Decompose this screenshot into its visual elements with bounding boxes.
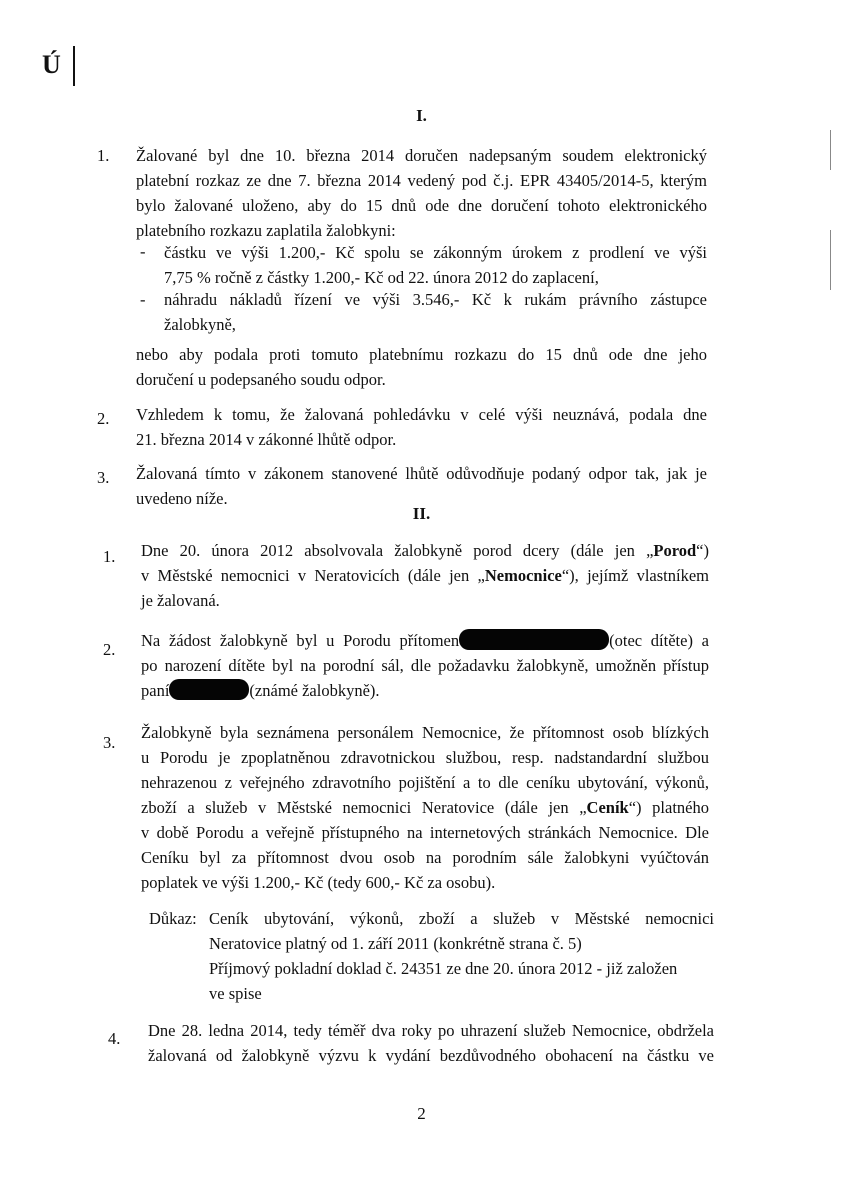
bullet-dash: - — [140, 242, 146, 261]
text-line: 7,75 % ročně z částky 1.200,- Kč od 22. února 2012 do zaplacení, — [164, 268, 599, 287]
margin-stamp: Ú — [42, 50, 61, 79]
paragraph-ii-3 — [141, 720, 709, 895]
paragraph-i-1-tail — [136, 342, 707, 392]
text-line: částku ve výši 1.200,- Kč spolu se zákonným úrokem z prodlení ve výši — [164, 243, 707, 262]
section-heading-ii: II. — [412, 504, 431, 523]
evidence-list — [209, 906, 714, 1006]
bullet-item — [164, 240, 707, 290]
text-line: náhradu nákladů řízení ve výši 3.546,- Kč k rukám právního zástupce — [164, 290, 707, 309]
text-line: v Městské nemocnici v Neratovicích (dále jen „Nemocnice“), jejímž vlastníkem — [141, 566, 709, 585]
text-line: po narození dítěte byl na porodní sál, dle požadavku žalobkyně, umožněn přístup — [141, 656, 709, 675]
text-line: Příjmový pokladní doklad č. 24351 ze dne 20. února 2012 - již založen — [209, 959, 678, 978]
item-number: 1. — [97, 146, 110, 165]
text-line: je žalovaná. — [141, 591, 220, 610]
bullet-dash: - — [140, 290, 146, 309]
text-line: platební rozkaz ze dne 7. března 2014 vedený pod č.j. EPR 43405/2014-5, kterým — [136, 171, 707, 190]
item-number: 2. — [103, 640, 116, 659]
text-line: Neratovice platný od 1. září 2011 (konkrétně strana č. 5) — [209, 934, 582, 953]
item-number: 3. — [103, 733, 116, 752]
item-number: 3. — [97, 468, 110, 487]
text-line: Žalobkyně byla seznámena personálem Nemocnice, že přítomnost osob blízkých — [141, 723, 709, 742]
text-line: poplatek ve výši 1.200,- Kč (tedy 600,- Kč za osobu). — [141, 873, 496, 892]
text-line: Vzhledem k tomu, že žalovaná pohledávku v celé výši neuznává, podala dne — [136, 405, 707, 424]
redaction-bar — [169, 679, 249, 700]
text-line: zboží a služeb v Městské nemocnici Neratovice (dále jen „Ceník“) platného — [141, 798, 709, 817]
item-number: 4. — [108, 1029, 121, 1048]
text-line: Žalované byl dne 10. března 2014 doručen nadepsaným soudem elektronický — [136, 146, 707, 165]
text-line: Žalovaná tímto v zákonem stanovené lhůtě odůvodňuje podaný odpor tak, jak je — [136, 464, 707, 483]
text-line: Dne 20. února 2012 absolvovala žalobkyně porod dcery (dále jen „Porod“) — [141, 541, 709, 560]
text-line: Na žádost žalobkyně byl u Porodu přítomen (otec dítěte) a — [141, 631, 709, 650]
scan-speck — [830, 130, 831, 170]
text-line: u Porodu je zpoplatněnou zdravotnickou službou, resp. nadstandardní službou — [141, 748, 709, 767]
text-line: 21. března 2014 v zákonné lhůtě odpor. — [136, 430, 397, 449]
text-line: ve spise — [209, 984, 262, 1003]
text-line: nehrazenou z veřejného zdravotního pojištění a to dle ceníku ubytování, výkonů, — [141, 773, 709, 792]
scan-speck — [830, 230, 831, 290]
page-number: 2 — [417, 1104, 426, 1123]
text-line: platebního rozkazu zaplatila žalobkyni: — [136, 221, 396, 240]
text-line: bylo žalované uloženo, aby do 15 dnů ode dne doručení tohoto elektronického — [136, 196, 707, 215]
item-number: 1. — [103, 547, 116, 566]
paragraph-ii-1 — [141, 538, 709, 613]
text-line: žalobkyně, — [164, 315, 236, 334]
text-line: paní (známé žalobkyně). — [141, 681, 380, 700]
text-line: Dne 28. ledna 2014, tedy téměř dva roky po uhrazení služeb Nemocnice, obdržela — [148, 1021, 714, 1040]
paragraph-ii-2 — [141, 628, 709, 703]
paragraph-i-2 — [136, 402, 707, 452]
text-line: v době Porodu a veřejně přístupného na internetových stránkách Nemocnice. Dle — [141, 823, 709, 842]
text-line: nebo aby podala proti tomuto platebnímu rozkazu do 15 dnů ode dne jeho — [136, 345, 707, 364]
text-line: uvedeno níže. — [136, 489, 228, 508]
paragraph-ii-4 — [148, 1018, 714, 1068]
margin-bar — [73, 46, 75, 86]
evidence-label: Důkaz: — [149, 909, 197, 928]
paragraph-i-1 — [136, 143, 707, 243]
item-number: 2. — [97, 409, 110, 428]
redaction-bar — [459, 629, 609, 650]
section-heading-i: I. — [416, 106, 427, 125]
text-line: Ceník ubytování, výkonů, zboží a služeb v Městské nemocnici — [209, 909, 714, 928]
text-line: žalovaná od žalobkyně výzvu k vydání bezdůvodného obohacení na částku ve — [148, 1046, 714, 1065]
text-line: Ceníku byl za přítomnost dvou osob na porodním sále žalobkyni vyúčtován — [141, 848, 709, 867]
text-line: doručení u podepsaného soudu odpor. — [136, 370, 386, 389]
bullet-item — [164, 287, 707, 337]
